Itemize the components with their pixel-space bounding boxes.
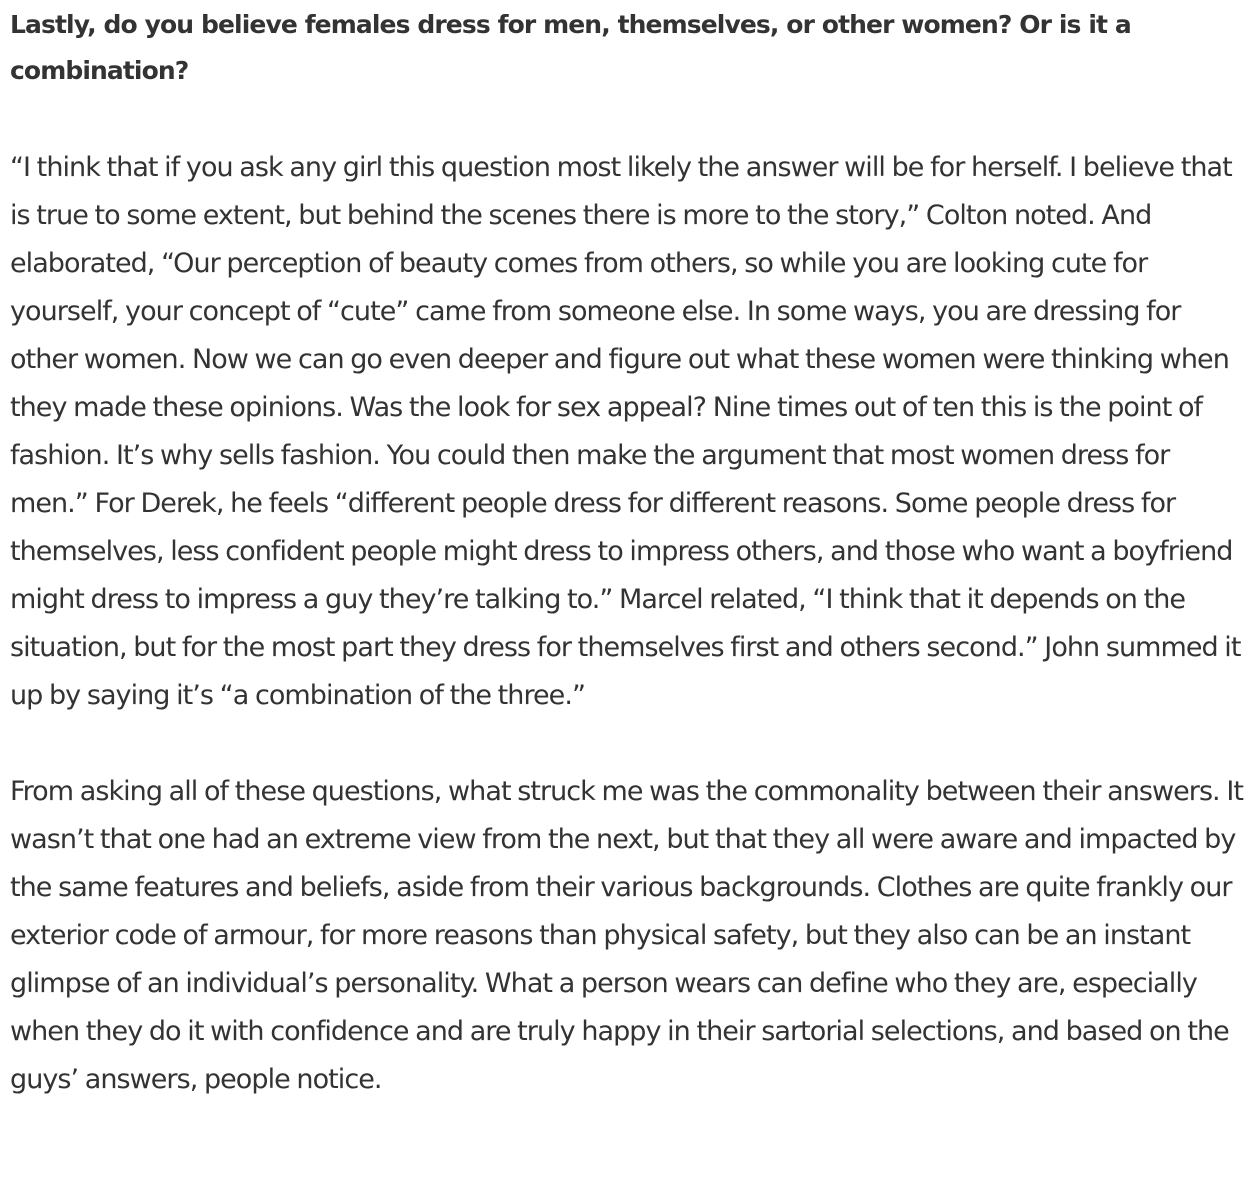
conclusion-paragraph: From asking all of these questions, what struck me was the commonality between their answers. It wasn’t that one had an extreme view from the next, but that they all were aware and impacted by the same features and beliefs, aside from their various backgrounds. Clothes are quite frankly our exterior code of armour, for more reasons than physical safety, but they also can be an instant glimpse of an individual’s personality. What a person wears can define who they are, especially when they do it with confidence and are truly happy in their sartorial selections, and based on the guys’ answers, people notice. bbox=[10, 776, 1243, 1095]
interview-question: Lastly, do you believe females dress for men, themselves, or other women? Or is it a combination? bbox=[10, 10, 1131, 85]
article-body bbox=[10, 0, 1250, 1104]
answer-paragraph: “I think that if you ask any girl this question most likely the answer will be for herself. I believe that is true to some extent, but behind the scenes there is more to the story,” Colton noted. And elaborated, “Our perception of beauty comes from others, so while you are looking cute for yourself, your concept of “cute” came from someone else. In some ways, you are dressing for other women. Now we can go even deeper and figure out what these women were thinking when they made these opinions. Was the look for sex appeal? Nine times out of ten this is the point of fashion. It’s why sells fashion. You could then make the argument that most women dress for men.” For Derek, he feels “different people dress for different reasons. Some people dress for themselves, less confident people might dress to impress others, and those who want a boyfriend might dress to impress a guy they’re talking to.” Marcel related, “I think that it depends on the situation, but for the most part they dress for themselves first and others second.” John summed it up by saying it’s “a combination of the three.” bbox=[10, 152, 1241, 711]
